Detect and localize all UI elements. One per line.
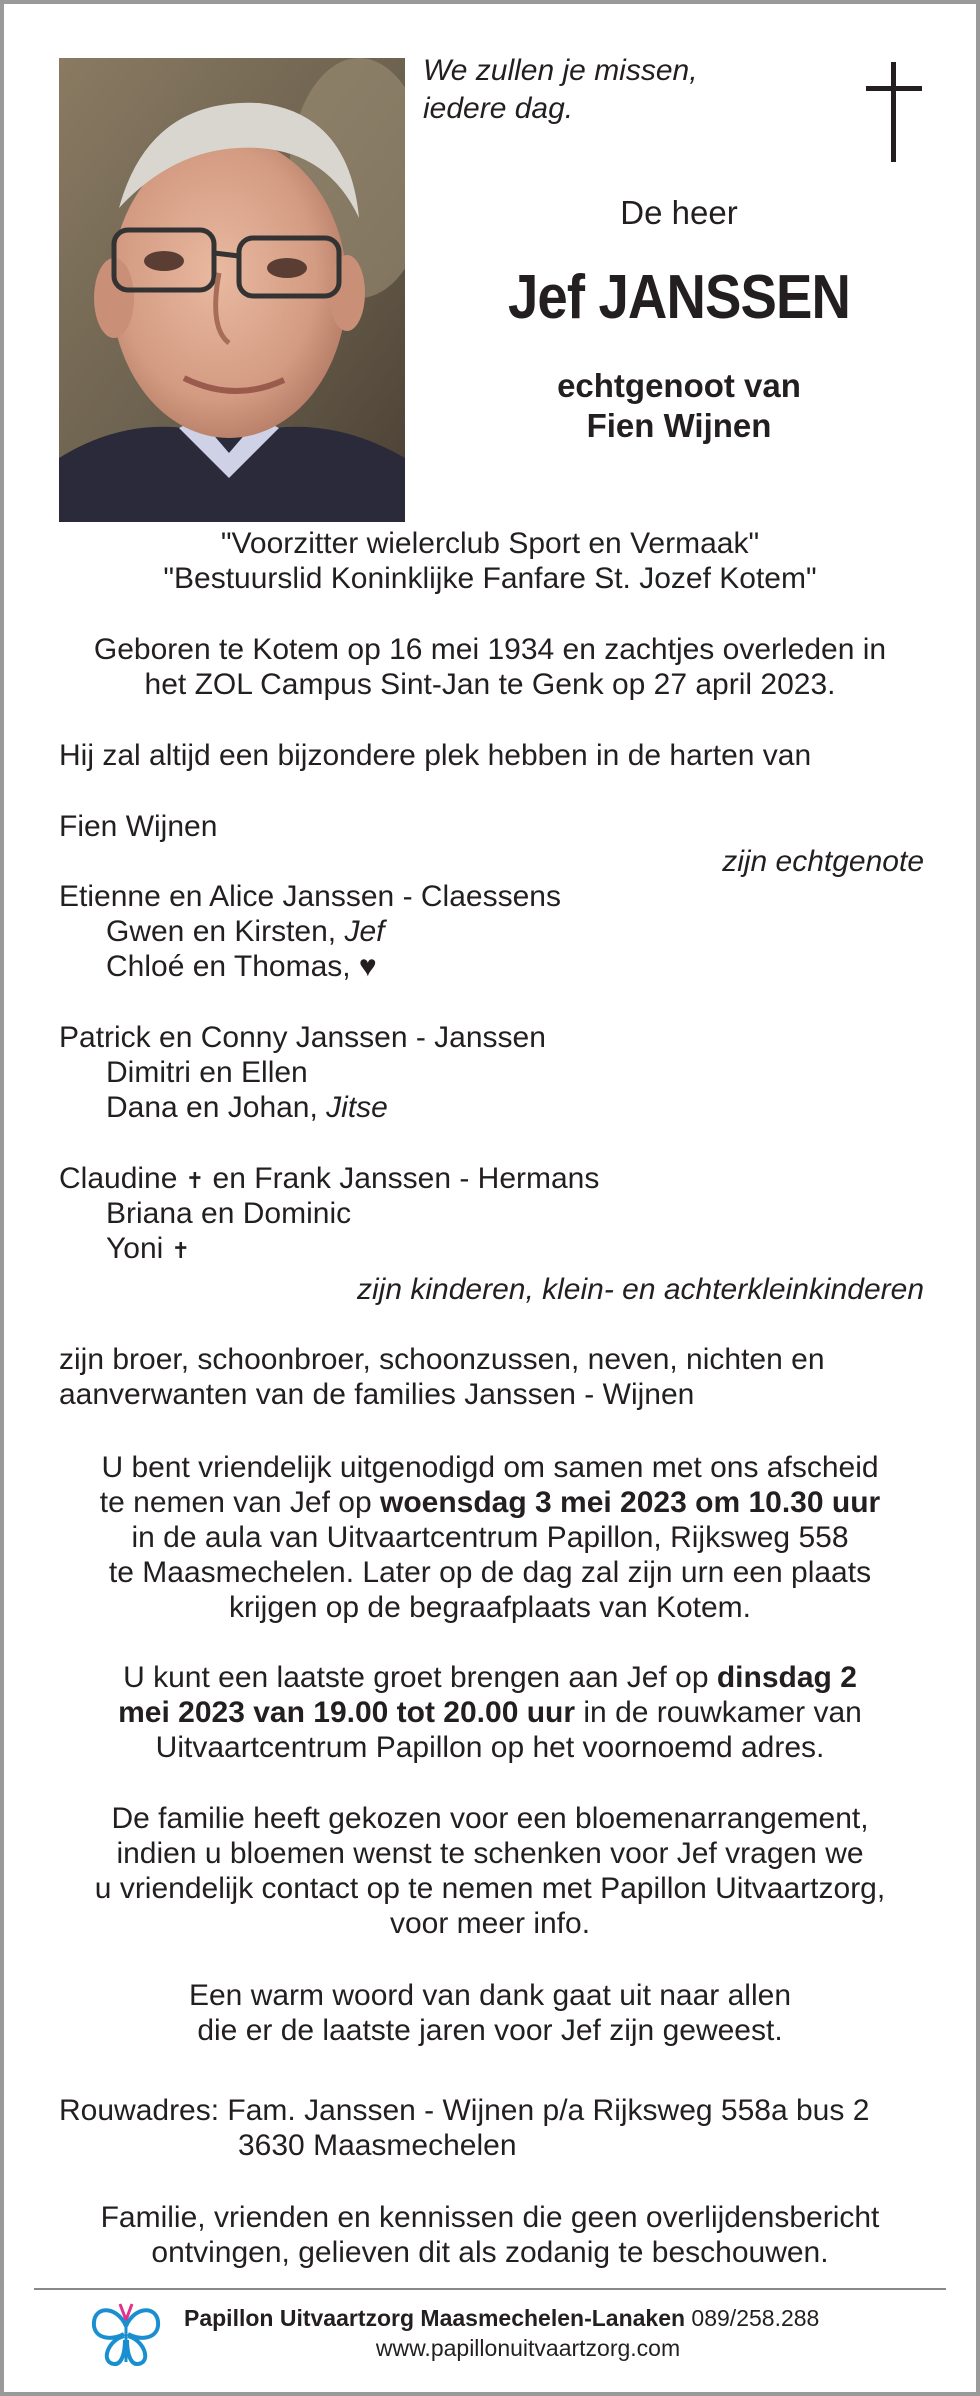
visit-line-3: Uitvaartcentrum Papillon op het voornoemd adres. [155,1731,825,1764]
title-line-1: "Voorzitter wielerclub Sport en Vermaak" [220,527,760,560]
visit-line-2-text: in de rouwkamer van [575,1696,862,1729]
motto [423,52,698,128]
flowers-line-3: u vriendelijk contact op te nemen met Papillon Uitvaartzorg, [94,1872,886,1905]
branch-3-child-2-name: Yoni [106,1232,172,1265]
flowers-line-1: De familie heeft gekozen voor een bloemenarrangement, [111,1802,869,1835]
small-cross-icon: ✝ [171,1238,191,1263]
title-line-2: "Bestuurslid Koninklijke Fanfare St. Jozef Kotem" [163,562,817,595]
funeral-line-1: U bent vriendelijk uitgenodigd om samen met ons afscheid [101,1451,879,1484]
company-website[interactable]: www.papillonuitvaartzorg.com [375,2335,681,2361]
branch-1-child-2-names: Chloé en Thomas, [106,950,359,983]
spouse-name: Fien Wijnen [59,810,218,843]
notice-line-2: ontvingen, gelieven dit als zodanig te beschouwen. [151,2236,829,2269]
footer-company [184,2304,819,2332]
portrait-illustration [59,58,405,522]
address-line-1: Rouwadres: Fam. Janssen - Wijnen p/a Rijksweg 558a bus 2 [59,2094,870,2127]
visit-date-part-1: dinsdag 2 [716,1661,857,1694]
branch-1-grandchild: Jef [344,915,385,948]
funeral-line-2-text: te nemen van Jef op [99,1486,380,1519]
funeral-line-5: krijgen op de begraafplaats van Kotem. [229,1591,751,1624]
branch-2-parents: Patrick en Conny Janssen - Janssen [59,1021,546,1054]
relatives-line-2: aanverwanten van de families Janssen - Wijnen [59,1378,695,1411]
visit-line-1-text: U kunt een laatste groet brengen aan Jef op [123,1661,717,1694]
branch-1-parents: Etienne en Alice Janssen - Claessens [59,880,561,913]
heart-line: Hij zal altijd een bijzondere plek hebben in de harten van [59,739,812,772]
visit-line-1 [34,1660,946,1695]
spouse-intro-line-2: Fien Wijnen [586,407,772,444]
branch-3-child-1: Briana en Dominic [106,1197,352,1230]
birth-death-line-1: Geboren te Kotem op 16 mei 1934 en zachtjes overleden in [93,633,887,666]
branch-2-child-2 [106,1090,388,1125]
branch-3-parent-a: Claudine [59,1162,186,1195]
funeral-line-2 [34,1485,946,1520]
branch-1-child-1 [106,914,384,949]
funeral-line-3: in de aula van Uitvaartcentrum Papillon, Rijksweg 558 [131,1521,849,1554]
visit-line-2 [34,1695,946,1730]
branch-3-parent-b: en Frank Janssen - Hermans [204,1162,600,1195]
funeral-date-time: woensdag 3 mei 2023 om 10.30 uur [379,1486,881,1519]
funeral-line-4: te Maasmechelen. Later op de dag zal zijn urn een plaats [108,1556,872,1589]
spouse-intro [423,366,935,446]
notice-line-1: Familie, vrienden en kennissen die geen overlijdensbericht [100,2201,880,2234]
cross-icon [866,62,922,162]
branch-1-child-1-names: Gwen en Kirsten, [106,915,345,948]
deceased-name: Jef JANSSEN [507,263,851,332]
spouse-role: zijn echtgenote [722,845,924,878]
branch-2-grandchild: Jitse [326,1091,388,1124]
relatives-line-1: zijn broer, schoonbroer, schoonzussen, neven, nichten en [59,1343,825,1376]
butterfly-logo-icon [88,2300,164,2370]
motto-line-2: iedere dag. [423,92,574,125]
branch-2-child-2-names: Dana en Johan, [106,1091,327,1124]
thanks-line-1: Een warm woord van dank gaat uit naar allen [188,1979,792,2012]
birth-death-line-2: het ZOL Campus Sint-Jan te Genk op 27 april 2023. [144,668,836,701]
motto-line-1: We zullen je missen, [423,54,698,87]
address-line-2: 3630 Maasmechelen [238,2129,517,2162]
branch-3-parents [59,1161,599,1198]
portrait-photo [59,58,405,522]
company-phone[interactable]: 089/258.288 [685,2305,820,2331]
children-role: zijn kinderen, klein- en achterkleinkinderen [357,1273,924,1306]
footer-divider [34,2288,946,2290]
company-name: Papillon Uitvaartzorg Maasmechelen-Lanaken [184,2305,686,2331]
thanks-line-2: die er de laatste jaren voor Jef zijn geweest. [197,2014,783,2047]
branch-1-child-2 [106,949,377,984]
flowers-line-4: voor meer info. [389,1907,591,1940]
visit-date-part-2: mei 2023 van 19.00 tot 20.00 uur [118,1696,576,1729]
heart-icon: ♥ [358,950,377,983]
small-cross-icon: ✝ [185,1168,205,1193]
spouse-intro-line-1: echtgenoot van [557,367,801,404]
flowers-line-2: indien u bloemen wenst te schenken voor Jef vragen we [116,1837,864,1870]
honorific: De heer [620,194,738,231]
branch-3-child-2 [106,1231,190,1268]
branch-2-child-1: Dimitri en Ellen [106,1056,308,1089]
